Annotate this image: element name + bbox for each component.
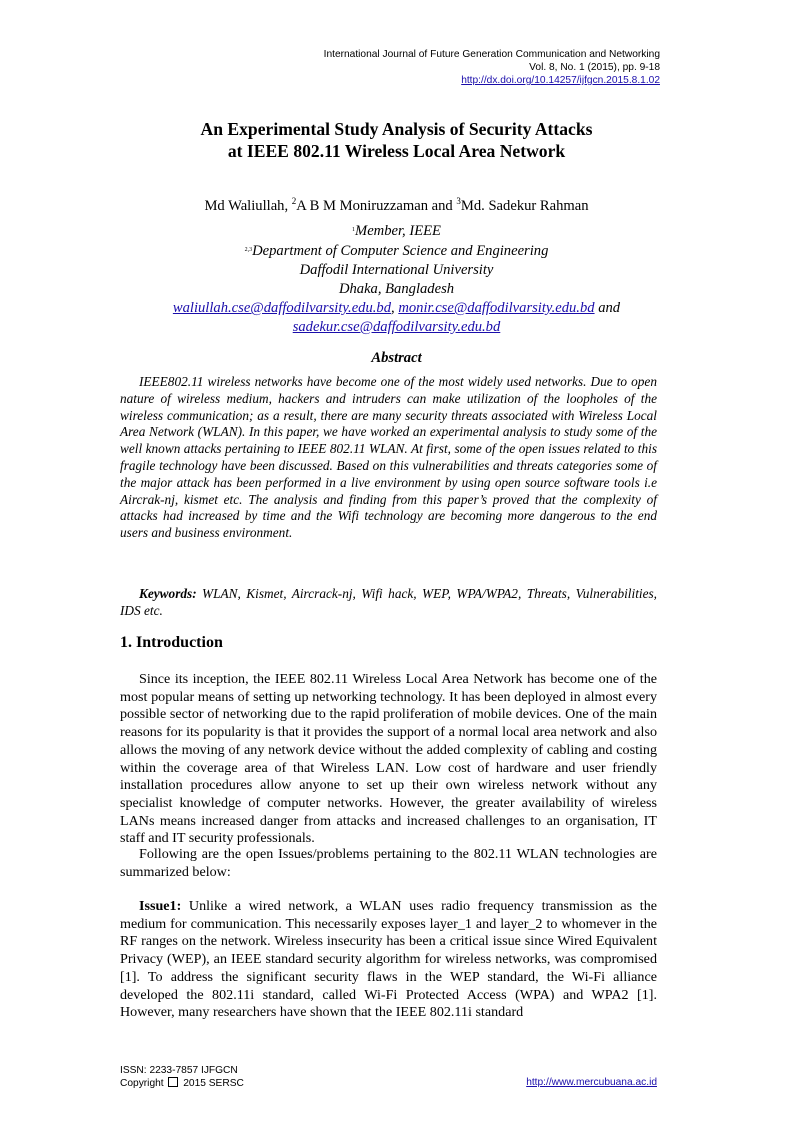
intro-paragraph-3 xyxy=(120,898,657,1022)
doi-link[interactable]: http://dx.doi.org/10.14257/ijfgcn.2015.8.1.02 xyxy=(461,75,660,86)
copyright-suffix: 2015 SERSC xyxy=(180,1078,244,1089)
author-3: Md. Sadekur Rahman xyxy=(460,197,589,214)
copyright-symbol-icon xyxy=(168,1077,178,1087)
title-line-1: An Experimental Study Analysis of Security Attacks xyxy=(200,119,593,139)
intro-paragraph-1: Since its inception, the IEEE 802.11 Wireless Local Area Network has become one of the most popular means of setting up networking technology. It has been deployed in almost every possible sector of networking due to the rapid proliferation of mobile devices. One of the main reasons for its popularity is that it provides the support of a normal local area network and also allows the moving of any network device without the added complexity of cabling and costing within the coverage area of that Wireless LAN. Low cost of hardware and user friendly installation procedures allow anyone to set up their own wireless network without any specialist knowledge of computer networks. However, the greater availability of wireless LANs means increased danger from attacks and increased challenges to an organisation, IT staff and IT security professionals. xyxy=(120,671,657,847)
author-3-marker: 3 xyxy=(456,196,461,206)
journal-volume: Vol. 8, No. 1 (2015), pp. 9-18 xyxy=(529,62,660,73)
affiliation-university: Daffodil International University xyxy=(299,262,494,278)
author-2: A B M Moniruzzaman and xyxy=(296,197,457,214)
affiliation-location: Dhaka, Bangladesh xyxy=(338,281,455,297)
intro-paragraph-2: Following are the open Issues/problems pertaining to the 802.11 WLAN technologies are summarized below: xyxy=(120,846,657,880)
keywords xyxy=(120,586,657,620)
affiliation-block xyxy=(120,221,673,337)
journal-header xyxy=(324,48,660,87)
footer-url-link[interactable]: http://www.mercubuana.ac.id xyxy=(526,1077,657,1088)
affiliation-membership: Member, IEEE xyxy=(355,223,441,239)
email-link-2[interactable]: monir.cse@daffodilvarsity.edu.bd xyxy=(398,300,595,316)
keywords-list: WLAN, Kismet, Aircrack-nj, Wifi hack, WEP, WPA/WPA2, Threats, Vulnerabilities, IDS etc. xyxy=(120,586,657,618)
journal-name: International Journal of Future Generation Communication and Networking xyxy=(323,49,660,60)
title-line-2: at IEEE 802.11 Wireless Local Area Network xyxy=(227,141,566,161)
affiliation-department: Department of Computer Science and Engineering xyxy=(252,243,549,259)
author-1: Md Waliullah, xyxy=(204,197,292,214)
affiliation-2-marker: 2,3 xyxy=(244,247,253,253)
footer-copyright xyxy=(120,1077,244,1090)
author-list xyxy=(120,192,673,215)
email-link-1[interactable]: waliullah.cse@daffodilvarsity.edu.bd xyxy=(172,300,392,316)
paper-title xyxy=(120,118,673,162)
email-link-3[interactable]: sadekur.cse@daffodilvarsity.edu.bd xyxy=(292,319,501,335)
issue-text: Unlike a wired network, a WLAN uses radio frequency transmission as the medium for communication. This necessarily exposes layer_1 and layer_2 to whomever in the RF ranges on the network. Wireless insecurity has been a critical issue since Wired Equivalent Privacy (WEP), an IEEE standard security algorithm for wireless networks, was compromised [1]. To address the significant security flaws in the WEP standard, the Wi-Fi alliance developed the 802.11i standard, called Wi-Fi Protected Access (WPA) and WPA2 [1]. However, many researchers have shown that the IEEE 802.11i standard xyxy=(120,898,657,1021)
footer-issn: ISSN: 2233-7857 IJFGCN xyxy=(120,1065,238,1076)
abstract-heading: Abstract xyxy=(371,350,422,366)
email-and: and xyxy=(594,300,621,316)
author-2-marker: 2 xyxy=(291,196,297,206)
footer-left xyxy=(120,1064,244,1090)
issue-label: Issue1: xyxy=(139,898,182,914)
email-separator: , xyxy=(391,300,399,316)
keywords-label: Keywords: xyxy=(139,586,197,601)
affiliation-1-marker: 1 xyxy=(352,227,356,233)
section-heading-introduction: 1. Introduction xyxy=(120,634,223,651)
abstract-text: IEEE802.11 wireless networks have become one of the most widely used networks. Due to open nature of wireless medium, hackers and intruders can make utilization of the loopholes of the wireless communication; as a result, there are many security threats associated with Wireless Local Area Network (WLAN). In this paper, we have worked an experimental analysis to study some of the well known attacks pertaining to IEEE 802.11 WLAN. At first, some of the open issues related to this fragile technology have been discussed. Based on this vulnerabilities and threats categories some of the major attack has been performed in a live environment by using open source software tools i.e Aircrak-nj, kismet etc. The analysis and finding from this paper’s proved that the complexity of attacks had increased by time and the Wifi technology are becoming more dangerous to the end users and business environment. xyxy=(120,374,657,541)
copyright-prefix: Copyright xyxy=(120,1078,167,1089)
